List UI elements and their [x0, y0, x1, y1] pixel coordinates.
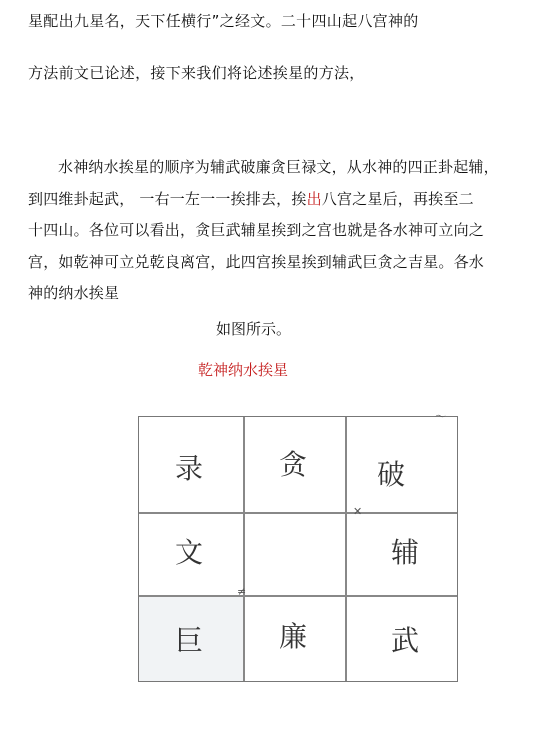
para-line-2: [28, 184, 528, 216]
para-line-4: 宫，如乾神可立兑乾良离宫，此四宫挨星挨到辅武巨贪之吉星。各水: [28, 252, 485, 271]
cell-lu: 录: [175, 452, 204, 485]
main-paragraph: [28, 152, 528, 310]
stray-mark: ✕: [353, 505, 363, 518]
para-highlight: 出: [306, 189, 322, 208]
star-grid: [138, 410, 458, 682]
cell-ju: 巨: [175, 624, 204, 657]
stray-mark: ≠: [237, 585, 247, 598]
cell-tan: 贪: [279, 448, 308, 481]
para-line-3: 十四山。各位可以看出，贪巨武辅星挨到之宫也就是各水神可立向之: [28, 221, 485, 239]
grid-hline-2: [139, 595, 457, 597]
para-line-1: 水神纳水挨星的顺序为辅武破廉贪巨禄文，从水神的四正卦起辅，: [58, 158, 499, 176]
cell-fu: 辅: [391, 536, 420, 569]
grid-hline-1: [139, 512, 457, 514]
caption: 如图所示。: [216, 320, 292, 338]
figure-title: 乾神纳水挨星: [198, 361, 289, 379]
grid-vline-2: [345, 417, 347, 681]
text-line-2: 方法前文已论述，接下来我们将论述挨星的方法，: [28, 64, 365, 82]
stray-mark: ～: [435, 410, 446, 423]
grid-vline-1: [243, 417, 245, 681]
para-line-2b: 八宫之星后，再挨至二: [321, 189, 474, 208]
cell-wen: 文: [175, 536, 204, 569]
cell-wu: 武: [391, 624, 420, 657]
cell-po: 破: [377, 458, 406, 491]
cell-lian: 廉: [279, 620, 308, 653]
para-line-2a: 到四维卦起武， 一右一左一一挨排去，挨: [28, 189, 307, 208]
para-line-5: 神的纳水挨星: [28, 284, 120, 302]
text-line-1: 星配出九星名，天下任横行”之经文。二十四山起八宫神的: [28, 12, 419, 30]
